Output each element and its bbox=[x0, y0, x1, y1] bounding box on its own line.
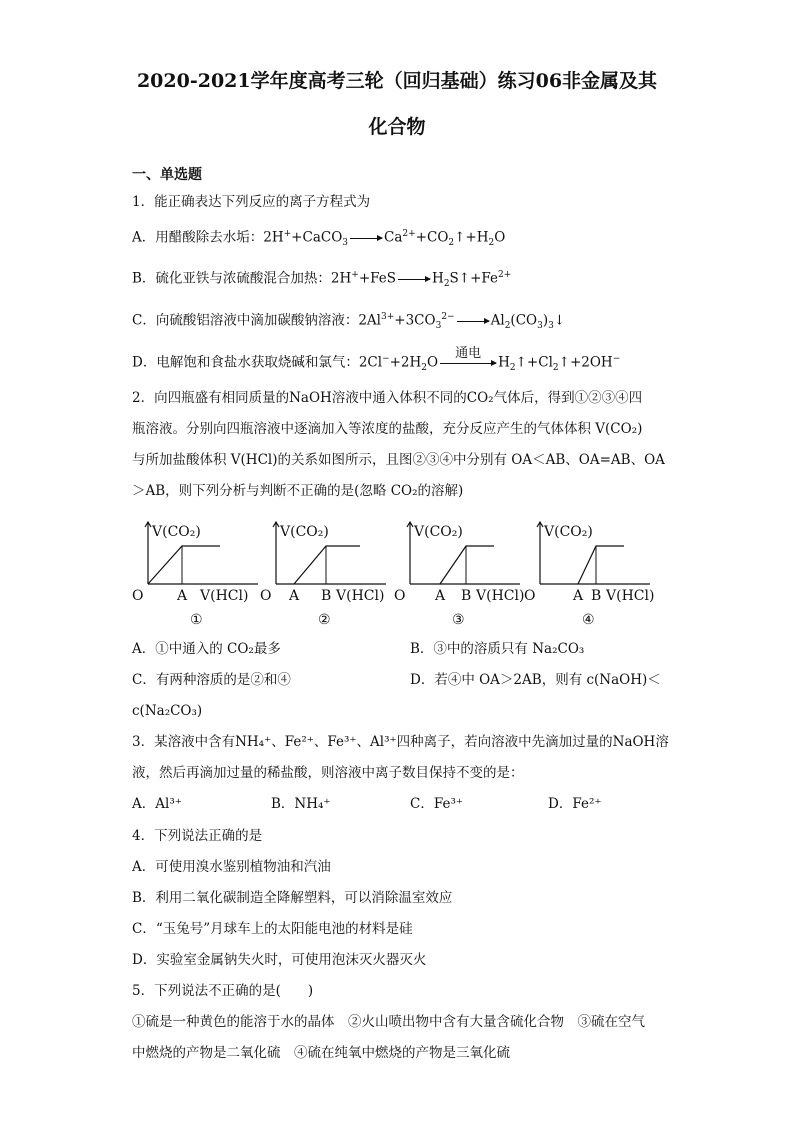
graph-3-curve bbox=[440, 546, 494, 584]
q2-option-d: D．若④中 OA＞2AB，则有 c(NaOH)＜ bbox=[410, 672, 661, 688]
graph-1-label-a: A bbox=[177, 588, 188, 604]
q3-option-b: B．NH₄⁺ bbox=[271, 796, 331, 812]
q1-stem: 1．能正确表达下列反应的离子方程式为 bbox=[132, 194, 371, 210]
graph-3-ylabel: V(CO₂) bbox=[414, 524, 463, 540]
q2-option-d-cont: c(Na₂CO₃) bbox=[132, 703, 203, 719]
graph-4-number: ④ bbox=[582, 612, 595, 628]
q3-option-c: C．Fe³⁺ bbox=[410, 796, 463, 812]
q3-option-a: A．Al³⁺ bbox=[132, 796, 182, 812]
q2-stem-line4: ＞AB，则下列分析与判断不正确的是(忽略 CO₂的溶解) bbox=[132, 483, 464, 499]
graph-3-label-a: A bbox=[435, 588, 446, 604]
q1-option-d: D．电解饱和食盐水获取烧碱和氯气：$2Cl^-+2H_2O$ 通电 $H_2↑+Cl_2↑+2OH^-$ bbox=[132, 345, 621, 374]
q5-text-line1: ①硫是一种黄色的能溶于水的晶体 ②火山喷出物中含有大量含硫化合物 ③硫在空气 bbox=[132, 1014, 645, 1030]
reaction-arrow-icon bbox=[457, 321, 489, 322]
q2-option-b: B．③中的溶质只有 Na₂CO₃ bbox=[410, 641, 585, 657]
reaction-arrow-icon bbox=[350, 238, 382, 239]
q5-text-line2: 中燃烧的产物是二氧化硫 ④硫在纯氧中燃烧的产物是三氧化硫 bbox=[132, 1045, 510, 1061]
q4-option-c: C．“玉兔号”月球车上的太阳能电池的材料是硅 bbox=[132, 921, 413, 937]
graph-1-ylabel: V(CO₂) bbox=[152, 524, 201, 540]
q5-stem: 5．下列说法不正确的是( ) bbox=[132, 983, 314, 999]
q2-graphs-svg bbox=[128, 512, 668, 632]
graph-2-label-b: B bbox=[321, 588, 332, 604]
graph-4-xlabel: V(HCl) bbox=[606, 588, 655, 604]
q3-stem-line1: 3．某溶液中含有NH₄⁺、Fe²⁺、Fe³⁺、Al³⁺四种离子，若向溶液中先滴加过量的NaOH溶 bbox=[132, 734, 669, 750]
graph-2-label-a: A bbox=[289, 588, 300, 604]
q4-option-a: A．可使用溴水鉴别植物油和汽油 bbox=[132, 859, 331, 875]
q4-stem: 4．下列说法正确的是 bbox=[132, 828, 263, 844]
graph-4-curve bbox=[578, 546, 624, 584]
graph-1-number: ① bbox=[190, 612, 203, 628]
graph-2-number: ② bbox=[318, 612, 331, 628]
graph-4-label-a: A bbox=[573, 588, 584, 604]
graph-3-xlabel: V(HCl) bbox=[476, 588, 525, 604]
graph-4-origin: O bbox=[524, 588, 536, 604]
q1-option-c: C．向硫酸铝溶液中滴加碳酸钠溶液：$2Al^{3+}+3CO_3^{2-}$ $Al_2(CO_3)_3↓$ bbox=[132, 312, 566, 332]
graph-2-ylabel: V(CO₂) bbox=[280, 524, 329, 540]
graph-1-curve bbox=[148, 546, 220, 584]
graph-3-label-b: B bbox=[461, 588, 472, 604]
graph-2-curve bbox=[294, 546, 360, 584]
q3-stem-line2: 液，然后再滴加过量的稀盐酸，则溶液中离子数目保持不变的是： bbox=[132, 765, 524, 781]
section-heading: 一、单选题 bbox=[132, 167, 202, 183]
graph-2-xlabel: V(HCl) bbox=[336, 588, 385, 604]
graph-4-label-b: B bbox=[591, 588, 602, 604]
q2-graphs bbox=[128, 512, 668, 632]
q4-option-b: B．利用二氧化碳制造全降解塑料，可以消除温室效应 bbox=[132, 890, 453, 906]
q2-stem-line2: 瓶溶液。分别向四瓶溶液中逐滴加入等浓度的盐酸，充分反应产生的气体体积 V(CO₂) bbox=[132, 421, 643, 437]
graph-4-ylabel: V(CO₂) bbox=[544, 524, 593, 540]
q3-option-d: D．Fe²⁺ bbox=[548, 796, 602, 812]
q2-stem-line3: 与所加盐酸体积 V(HCl)的关系如图所示，且图②③④中分别有 OA＜AB、OA=AB、OA bbox=[132, 452, 665, 468]
graph-1-origin: O bbox=[132, 588, 144, 604]
graph-3-number: ③ bbox=[452, 612, 465, 628]
doc-title-line2: 化合物 bbox=[368, 116, 426, 138]
electrolysis-arrow-icon: 通电 bbox=[440, 363, 496, 364]
doc-title-line1: 2020-2021学年度高考三轮（回归基础）练习06非金属及其 bbox=[136, 70, 658, 92]
q2-option-c: C．有两种溶质的是②和④ bbox=[132, 672, 291, 688]
graph-2-origin: O bbox=[260, 588, 272, 604]
q1-option-a: A．用醋酸除去水垢：2H++CaCO$_3$ $Ca^{2+}+CO_2↑+H_2O$ bbox=[132, 229, 506, 249]
q2-option-a: A．①中通入的 CO₂最多 bbox=[132, 641, 281, 657]
q2-stem-line1: 2．向四瓶盛有相同质量的NaOH溶液中通入体积不同的CO₂气体后，得到①②③④四 bbox=[132, 390, 643, 406]
q4-option-d: D．实验室金属钠失火时，可使用泡沫灭火器灭火 bbox=[132, 952, 427, 968]
graph-3-origin: O bbox=[394, 588, 406, 604]
graph-1-xlabel: V(HCl) bbox=[200, 588, 249, 604]
reaction-arrow-icon bbox=[398, 279, 430, 280]
q1-option-b: B．硫化亚铁与浓硫酸混合加热：2H++FeS $H_2S↑+Fe^{2+}$ bbox=[132, 270, 512, 290]
